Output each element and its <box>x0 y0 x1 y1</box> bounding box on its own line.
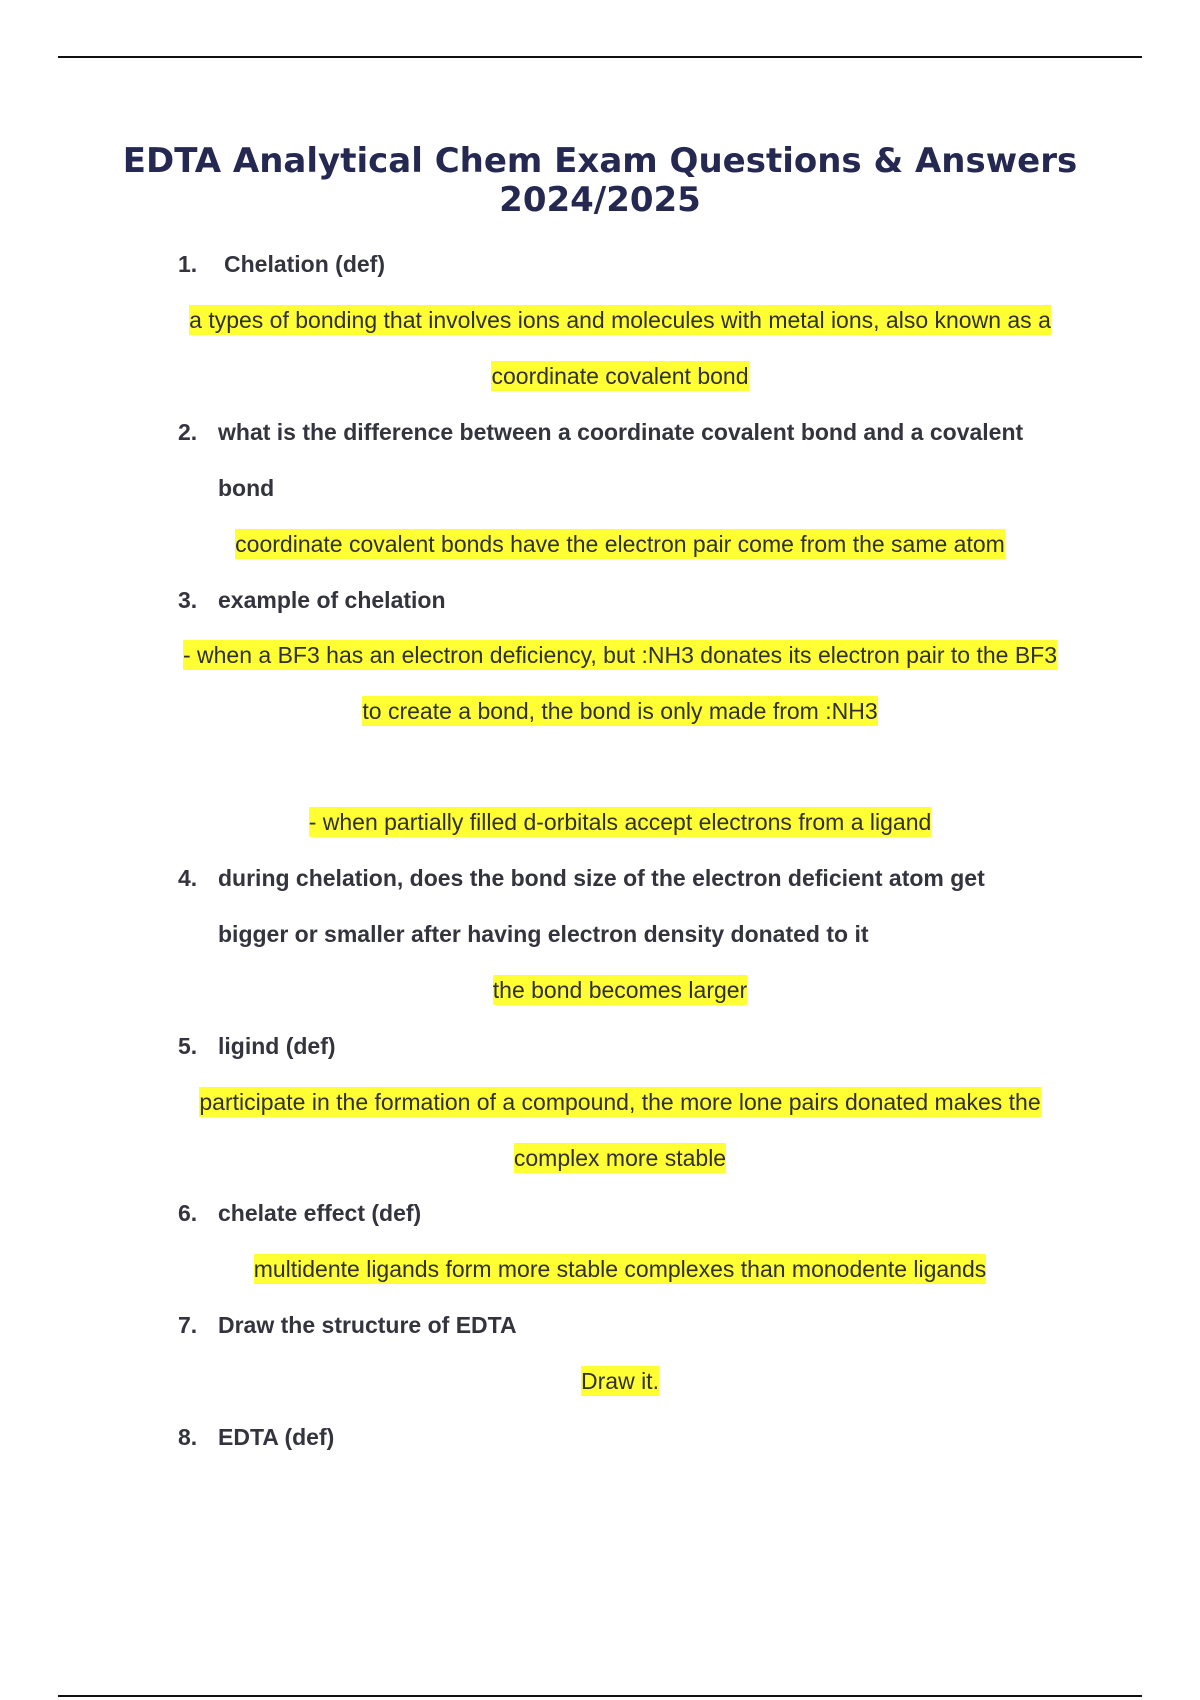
page-title <box>80 142 1120 220</box>
answer-line: - when partially filled d-orbitals accept electrons from a ligand <box>308 809 932 835</box>
question-number: 7. <box>178 1312 198 1338</box>
question-text: Chelation (def) <box>224 251 385 277</box>
answer-line: coordinate covalent bonds have the electron pair come from the same atom <box>235 531 1005 557</box>
question-number: 3. <box>178 587 198 613</box>
bottom-rule <box>58 1695 1142 1697</box>
question-number: 6. <box>178 1200 198 1226</box>
answer-2 <box>100 516 1140 572</box>
answer-1 <box>100 292 1140 404</box>
question-text: example of chelation <box>218 587 446 613</box>
answer-line: Draw it. <box>581 1368 659 1394</box>
question-text-line: bond <box>218 475 275 501</box>
question-3 <box>178 572 1078 628</box>
answer-line: a types of bonding that involves ions and molecules with metal ions, also known as a <box>189 307 1051 333</box>
answer-line: coordinate covalent bond <box>491 363 749 389</box>
question-5 <box>178 1018 1078 1074</box>
question-number: 2. <box>178 419 198 445</box>
question-text-line: bigger or smaller after having electron density donated to it <box>218 921 869 947</box>
question-text-line: during chelation, does the bond size of the electron deficient atom get <box>218 865 985 891</box>
answer-5 <box>100 1074 1140 1186</box>
question-number: 5. <box>178 1033 198 1059</box>
question-text: ligind (def) <box>218 1033 336 1059</box>
answer-line: to create a bond, the bond is only made from :NH3 <box>362 698 878 724</box>
answer-line: the bond becomes larger <box>492 977 748 1003</box>
question-number: 1. <box>178 251 198 277</box>
question-text: chelate effect (def) <box>218 1200 422 1226</box>
question-6 <box>178 1185 1078 1241</box>
question-number: 4. <box>178 865 198 891</box>
answer-line: complex more stable <box>513 1145 727 1171</box>
top-rule <box>58 56 1142 58</box>
title-line-2: 2024/2025 <box>499 180 701 220</box>
title-line-1: EDTA Analytical Chem Exam Questions & Answers <box>122 141 1078 181</box>
question-4 <box>178 850 1078 962</box>
answer-4 <box>100 962 1140 1018</box>
answer-line: multidente ligands form more stable complexes than monodente ligands <box>253 1256 987 1282</box>
answer-3 <box>100 627 1140 739</box>
question-7 <box>178 1297 1078 1353</box>
question-8 <box>178 1409 1078 1465</box>
answer-line: - when a BF3 has an electron deficiency, but :NH3 donates its electron pair to the BF3 <box>182 642 1058 668</box>
question-text: EDTA (def) <box>218 1424 335 1450</box>
answer-6 <box>100 1241 1140 1297</box>
answer-line: participate in the formation of a compound, the more lone pairs donated makes the <box>199 1089 1041 1115</box>
answer-7 <box>100 1353 1140 1409</box>
question-1 <box>178 236 1078 292</box>
question-number: 8. <box>178 1424 198 1450</box>
question-text-line: what is the difference between a coordinate covalent bond and a covalent <box>218 419 1024 445</box>
question-2 <box>178 404 1078 516</box>
question-text: Draw the structure of EDTA <box>218 1312 517 1338</box>
answer-3-continued <box>100 794 1140 850</box>
